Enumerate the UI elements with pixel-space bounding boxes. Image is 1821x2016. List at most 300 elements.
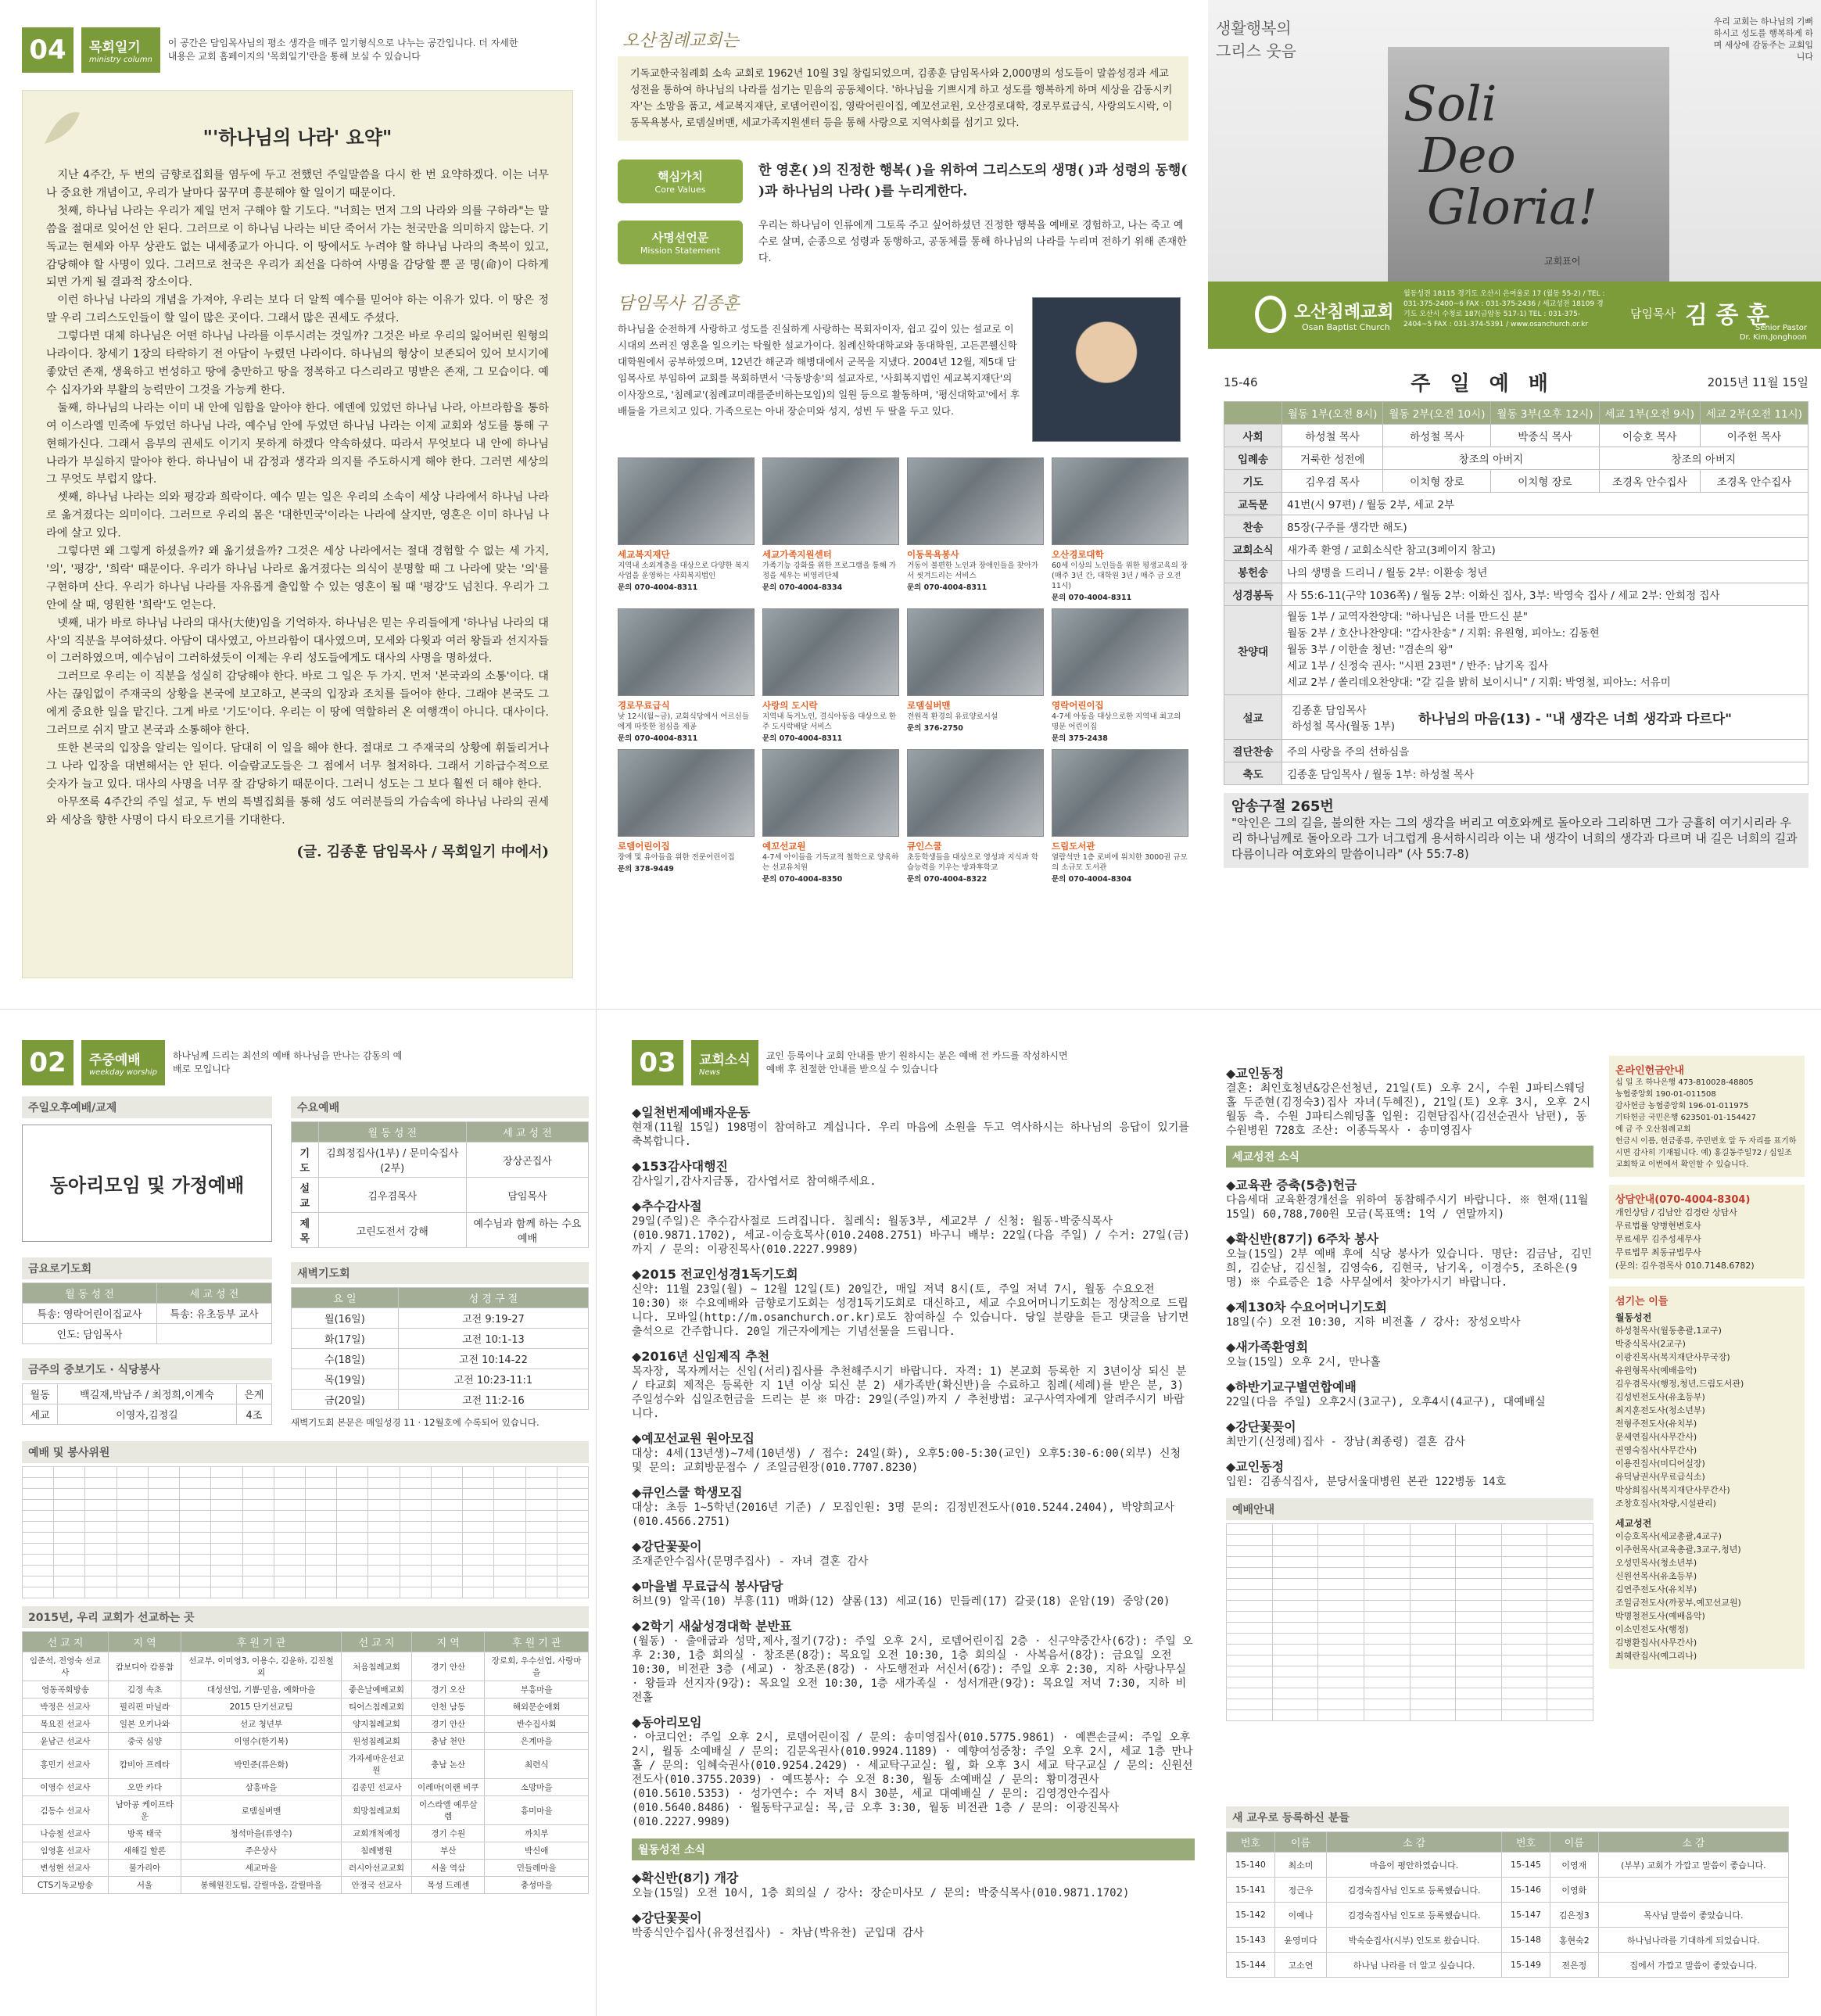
online-lines: [1615, 1077, 1798, 1171]
grid-cell: [1501, 1645, 1547, 1655]
table-header: 선 교 지: [341, 1632, 411, 1652]
cell: 사 55:6-11(구약 1036쪽) / 월동 2부: 이화신 집사, 3부: 박영숙 집사 / 세교 2부: 안희정 집사: [1282, 583, 1808, 606]
sermon-cell: [1287, 698, 1803, 736]
grid-cell: [23, 1544, 54, 1555]
grid-cell: [1318, 1590, 1364, 1601]
grid-cell: [1364, 1557, 1410, 1568]
grid-cell: [211, 1467, 242, 1478]
news-body: 허브(9) 알곡(10) 부흥(11) 매화(12) 샬롬(13) 세교(16) 민들레(17) 갈곶(18) 운암(19) 중앙(20): [632, 1595, 1170, 1608]
grid-cell: [148, 1544, 179, 1555]
service-phone: 문의 070-4004-8350: [762, 875, 843, 884]
news-body: 29일(주일)은 추수감사절로 드려집니다. 칠레식: 월동3부, 세교2부 / 신청: 월동-박중식목사(010.9871.1702), 세교-이승호목사(010.2408.2751) 바구니 배부: 22일(다음 주일) / 수거: 27일(금)까지 / 문의: 이광진목사(010.2227.9989): [632, 1215, 1190, 1256]
grid-cell: [463, 1467, 494, 1478]
table-cell: 15-145: [1502, 1853, 1550, 1878]
service-desc: 4-7세 아이들을 기독교적 철학으로 양육하는 선교유치원: [762, 853, 899, 872]
counsel-line: (문의: 김우겸목사 010.7148.6782): [1615, 1261, 1755, 1271]
table-cell: 세교마을: [181, 1860, 342, 1877]
grid-cell: [463, 1478, 494, 1489]
service-photo: [618, 749, 755, 837]
grid-cell: [148, 1577, 179, 1587]
member-news: [1226, 1064, 1593, 1138]
grid-cell: [1501, 1535, 1547, 1546]
mission-row: [618, 217, 1188, 267]
row-label: 축도: [1224, 762, 1282, 785]
grid-cell: [1318, 1568, 1364, 1579]
grid-cell: [1364, 1688, 1410, 1699]
grid-cell: [305, 1577, 336, 1587]
table-cell: CTS기독교방송: [23, 1877, 109, 1894]
grid-cell: [368, 1478, 400, 1489]
table-cell: 캄비아 프레타: [108, 1750, 181, 1779]
sunday-pm-text: 동아리모임 및 가정예배: [22, 1125, 272, 1242]
grid-cell: [211, 1544, 242, 1555]
table-header: 후 원 기 관: [181, 1632, 342, 1652]
grid-cell: [1272, 1546, 1318, 1557]
church-address: 월동성전 18115 경기도 오산시 은여울로 17 (월동 55-2) / TEL : 031-375-2400~6 FAX : 031-375-2436 / 세교성전 18109 경기도 오산시 수청로 187(금암동 517-1) TEL : 031-375-2404~5 FAX : 031-374-5391 / www.osanchurch.or.kr: [1403, 290, 1605, 328]
grid-cell: [242, 1467, 274, 1478]
grid-cell: [1318, 1710, 1364, 1721]
staff-member: 최지훈전도사(청소년부): [1615, 1405, 1705, 1415]
staff-member: 문세연집사(사무간사): [1615, 1432, 1697, 1442]
grid-cell: [1227, 1634, 1273, 1645]
grid-cell: [1410, 1601, 1456, 1612]
grid-cell: [1456, 1623, 1502, 1634]
grid-cell: [1318, 1546, 1364, 1557]
news-heading: ◆2015 전교인성경1독기도회: [632, 1267, 798, 1282]
service-card: [907, 457, 1044, 602]
grid-cell: [1456, 1546, 1502, 1557]
table-cell: 김희정집사(1부) / 문미숙집사(2부): [318, 1143, 466, 1178]
grid-cell: [1272, 1568, 1318, 1579]
grid-cell: [242, 1544, 274, 1555]
table-corner: [1224, 402, 1282, 425]
table-header: [292, 1122, 319, 1143]
service-title: 세교가족지원센터: [762, 549, 832, 560]
online-line: 예 금 주 오산침례교회: [1615, 1125, 1691, 1134]
grid-cell: [180, 1544, 211, 1555]
table-header: 지 역: [108, 1632, 181, 1652]
service-time-header: 월동 1부(오전 8시): [1282, 402, 1383, 425]
grid-cell: [525, 1533, 557, 1544]
grid-cell: [1501, 1710, 1547, 1721]
table-cell: 봉해원진도팀, 갈릴마을, 갈릴마을: [181, 1877, 342, 1894]
column-paragraph: 또한 본국의 입장을 알리는 일이다. 담대히 이 일을 해야 한다. 절대로 그 주재국의 상황에 휘둘리거나 그 나라 입장을 대변해서는 안 된다. 이슬람교도들은 그 점에서 너무 철저하다. 그래서 기하급수적으로 숫자가 늘고 있다. 대사의 사명을 너무 잘 감당하기 때문이다. 그러니 성도는 그 보다 훨씬 더 해야 한다.: [46, 742, 549, 791]
service-desc: 열람석만 1층 로비에 위치한 3000권 규모의 소규모 도서관: [1052, 853, 1188, 872]
cell: 85장(구주를 생각만 해도): [1282, 515, 1808, 538]
grid-cell: [337, 1522, 368, 1533]
grid-cell: [85, 1489, 117, 1500]
table-cell: 안정국 선교사: [341, 1877, 411, 1894]
core-values-badge: 핵심가치 Core Values: [618, 160, 743, 203]
cell: 41번(시 97편) / 월동 2부, 세교 2부: [1282, 493, 1808, 515]
grid-cell: [274, 1500, 305, 1511]
pastor-name: 김 종 훈: [1685, 302, 1769, 329]
grid-cell: [1272, 1634, 1318, 1645]
grid-cell: [337, 1533, 368, 1544]
grid-cell: [180, 1566, 211, 1577]
cell: 주의 사랑을 주의 선하심을: [1282, 740, 1808, 762]
table-cell: 삼흥마을: [181, 1779, 342, 1796]
grid-cell: [85, 1566, 117, 1577]
grid-cell: [1272, 1535, 1318, 1546]
service-title: 로뎀어린이집: [618, 841, 670, 852]
grid-cell: [1227, 1568, 1273, 1579]
motto-deo: Deo: [1419, 127, 1516, 184]
service-photo: [762, 749, 899, 837]
core-values-text: 한 영혼( )의 진정한 행복( )을 위하여 그리스도의 생명( )과 성령의 동행( )과 하나님의 나라( )를 누리게한다.: [758, 163, 1188, 199]
table-cell: 서울 역삼: [412, 1860, 485, 1877]
grid-cell: [305, 1522, 336, 1533]
table-cell: 마음이 평안하였습니다.: [1327, 1853, 1502, 1878]
table-cell: 이레마(이랜 비쿠: [412, 1779, 485, 1796]
grid-cell: [117, 1577, 148, 1587]
grid-cell: [1456, 1634, 1502, 1645]
worship-title: 주 일 예 배: [1411, 372, 1554, 396]
grid-cell: [117, 1489, 148, 1500]
grid-cell: [148, 1555, 179, 1566]
grid-cell: [1547, 1612, 1593, 1623]
worship-order-table: [1224, 401, 1808, 785]
table-cell: 목사님 말씀이 좋았습니다.: [1598, 1903, 1788, 1928]
grid-cell: [1501, 1601, 1547, 1612]
dawn-table: [291, 1287, 589, 1410]
table-cell: 이영화: [1550, 1878, 1598, 1903]
grid-cell: [431, 1489, 462, 1500]
table-header: 선 교 지: [23, 1632, 109, 1652]
intercede-title: 금주의 중보기도 · 식당봉사: [22, 1358, 272, 1380]
grid-cell: [1364, 1601, 1410, 1612]
grid-cell: [1456, 1666, 1502, 1677]
service-phone: 문의 070-4004-8311: [1052, 594, 1132, 602]
motto: [1403, 75, 1598, 235]
table-cell: 청석마을(류영수): [181, 1825, 342, 1842]
grid-cell: [1318, 1623, 1364, 1634]
grid-cell: [180, 1500, 211, 1511]
leaf-ornament-icon: [37, 105, 84, 152]
column-signature: (글. 김종훈 담임목사 / 목회일기 中에서): [296, 843, 549, 860]
grid-cell: [557, 1577, 588, 1587]
grid-cell: [1456, 1601, 1502, 1612]
grid-cell: [54, 1566, 85, 1577]
online-offering: [1609, 1056, 1805, 1177]
grid-cell: [211, 1522, 242, 1533]
service-photo: [762, 457, 899, 545]
service-card: [1052, 749, 1188, 884]
grid-cell: [1272, 1699, 1318, 1710]
pastor-bio: 하나님을 순전하게 사랑하고 성도를 진실하게 사랑하는 목회자이자, 쉽고 깊이 있는 설교로 이 시대의 쓰러진 영혼을 일으키는 탁월한 설교가이다. 침례신학대학교와 동대학원, 고든콘웰신학대학원에서 공부하였으며, 12년간 해군과 해병대에서 군목을 지냈다. 2004년 12월, 제5대 담임목사로 부임하여 교회를 목회하면서 '극동방송'의 설교자로, '사회복지법인 세교복지재단'의 이사장으로, '침례교'(침례교미래를준비하는모임)의 일원 등으로 활동하며, '평신대학교'에서 후배들을 가르치고 있다. 가족으로는 아내 장순미와 성지, 성빈 두 딸을 두고 있다.: [618, 323, 1020, 417]
service-title: 로뎀실버맨: [907, 700, 951, 711]
table-cell: 수(18일): [292, 1349, 399, 1369]
section-number: 04: [22, 27, 73, 73]
news-heading: ◆하반기교구별연합예배: [1226, 1379, 1357, 1394]
table-cell: 예수님과 함께 하는 수요예배: [466, 1213, 588, 1248]
service-committee-title: 예배 및 봉사위원: [22, 1441, 589, 1463]
grid-cell: [1272, 1524, 1318, 1535]
table-cell: 장상곤집사: [466, 1143, 588, 1178]
grid-cell: [1227, 1666, 1273, 1677]
worship-header: [1224, 368, 1808, 396]
divider: [596, 0, 597, 2016]
grid-cell: [1272, 1623, 1318, 1634]
row-label: 결단찬송: [1224, 740, 1282, 762]
table-cell: [156, 1324, 271, 1344]
table-header: 이름: [1550, 1832, 1598, 1853]
service-desc: 거동이 불편한 노인과 장애인들을 찾아가서 씻겨드리는 서비스: [907, 561, 1039, 580]
service-card: [618, 457, 755, 602]
grid-cell: [211, 1511, 242, 1522]
grid-cell: [305, 1478, 336, 1489]
missions-table: [22, 1631, 589, 1894]
grid-cell: [305, 1555, 336, 1566]
news-heading: ◆강단꽃꽂이: [1226, 1419, 1296, 1434]
grid-cell: [85, 1522, 117, 1533]
grid-cell: [1410, 1623, 1456, 1634]
grid-cell: [1318, 1557, 1364, 1568]
service-phone: 문의 070-4004-8311: [907, 583, 988, 592]
grid-cell: [1501, 1623, 1547, 1634]
grid-cell: [274, 1555, 305, 1566]
table-cell: [1598, 1878, 1788, 1903]
grid-cell: [1227, 1612, 1273, 1623]
grid-cell: [368, 1522, 400, 1533]
table-cell: 영동곡회방송: [23, 1681, 109, 1699]
table-cell: 담임목사: [466, 1178, 588, 1213]
grid-cell: [1318, 1688, 1364, 1699]
grid-cell: [1227, 1699, 1273, 1710]
cell: 창조의 아버지: [1383, 447, 1599, 470]
table-cell: 캄보디아 캄퐁참: [108, 1652, 181, 1681]
table-cell: 은계: [236, 1384, 271, 1404]
table-cell: 박민준(류은화): [181, 1750, 342, 1779]
grid-cell: [1272, 1601, 1318, 1612]
service-card: [762, 608, 899, 743]
grid-cell: [1227, 1579, 1273, 1590]
grid-cell: [1410, 1688, 1456, 1699]
grid-cell: [400, 1577, 431, 1587]
service-phone: 문의 378-9449: [618, 865, 674, 873]
grid-cell: [368, 1544, 400, 1555]
table-cell: 김정 속초: [108, 1681, 181, 1699]
table-cell: 박정은 선교사: [23, 1699, 109, 1716]
grid-cell: [1547, 1579, 1593, 1590]
news-body: 오늘(15일) 오전 10시, 1층 회의실 / 강사: 장순미사모 / 문의: 박중식목사(010.9871.1702): [632, 1887, 1130, 1899]
table-cell: 고전 10:1-13: [398, 1329, 588, 1349]
grid-cell: [54, 1587, 85, 1598]
grid-cell: [1456, 1655, 1502, 1666]
section-title: 주중예배 weekday worship: [81, 1040, 165, 1085]
section-description: 이 공간은 담임목사님의 평소 생각을 매주 일기형식으로 나누는 공간입니다. 더 자세한 내용은 교회 홈페이지의 '목회일기'란을 통해 보실 수 있습니다: [167, 38, 518, 62]
news-body: 최만기(신정례)집사 - 장남(최종령) 결혼 감사: [1226, 1436, 1465, 1448]
grid-cell: [368, 1577, 400, 1587]
grid-cell: [1318, 1579, 1364, 1590]
column-paragraph: 지난 4주간, 두 번의 금향로집회를 염두에 두고 전했던 주일말씀을 다시 한 번 요약하겠다. 이는 너무나 중요한 개념이고, 우리가 날마다 꿈꾸며 흥분해야 할 일이기 때문이다.: [46, 169, 549, 199]
cross-logo-icon: [1255, 296, 1286, 333]
grid-cell: [274, 1478, 305, 1489]
service-desc: 지역내 소외계층을 대상으로 다양한 복지사업을 운영하는 사회복지법인: [618, 561, 750, 580]
column-paragraph: 첫째, 하나님 나라는 우리가 제일 먼저 구해야 할 기도다. "너희는 먼저 그의 나라와 의를 구하라"는 말씀을 절대로 잊어선 안 된다. 그러므로 이 하나님 나라는 비단 죽어서 가는 천국만을 의미하지 않는다. 기독교는 현세와 아무 상관도 없는 내세종교가 아니다. 이 땅에서도 누려야 할 하나님 나라의 축복이 있고, 감당해야 할 사명이 있다. 그러므로 천국은 우리가 죄선을 다하여 사명을 감당할 뿐 곧 명(命)이 다하게 되면 가게 될 결과적 장소이다.: [46, 204, 549, 289]
section-title-text: 목회일기: [89, 40, 141, 56]
grid-cell: [85, 1577, 117, 1587]
online-line: 헌금시 이름, 헌금종류, 주민번호 앞 두 자리를 표기하시면 감사히 기재됩니다. 예) 홍길동주일72 / 십일조 교회학교 이번에서 확인할 수 있습니다.: [1615, 1137, 1797, 1169]
counsel-title: 상담안내(070-4004-8304): [1615, 1194, 1751, 1206]
grid-cell: [337, 1489, 368, 1500]
service-desc: 지역내 독거노인, 결식아동을 대상으로 한 주 도시락배달 서비스: [762, 712, 897, 731]
table-cell: 15-149: [1502, 1953, 1550, 1978]
column-paragraph: 그렇다면 대체 하나님은 어떤 하나님 나라를 이루시려는 것일까? 그것은 바로 우리의 잃어버린 원형의 나라이다. 창세기 1장의 타락하기 전 아담이 누렸던 나라이다. 하나님의 형상이 보존되어 있어 보시기에 좋았던 존재, 생육하고 번성하고 땅에 충만하고 땅을 정복하고 다스리라고 명받은 존재, 그 모습이다. 예수 십자가와 부활의 능력만이 그것을 가능케 한다.: [46, 330, 549, 396]
news-heading: ◆153감사대행진: [632, 1159, 728, 1174]
news-heading: ◆추수감사절: [632, 1199, 702, 1214]
table-cell: 티어스침례교회: [341, 1699, 411, 1716]
grid-cell: [525, 1566, 557, 1577]
grid-cell: [431, 1500, 462, 1511]
grid-cell: [117, 1566, 148, 1577]
table-cell: 하나님 나라를 더 알고 싶습니다.: [1327, 1953, 1502, 1978]
table-cell: 가자세마운선교원: [341, 1750, 411, 1779]
grid-cell: [180, 1577, 211, 1587]
news-body: 22일(다음 주일) 오후2시(3교구), 오후4시(4교구), 대예배실: [1226, 1396, 1546, 1408]
cell: 새가족 환영 / 교회소식란 참고(3페이지 참고): [1282, 538, 1808, 561]
table-cell: 김종민 선교사: [341, 1779, 411, 1796]
grid-cell: [1501, 1524, 1547, 1535]
news-heading: ◆제130차 수요어머니기도회: [1226, 1300, 1387, 1315]
grid-cell: [1547, 1634, 1593, 1645]
grid-cell: [23, 1522, 54, 1533]
row-label: 사회: [1224, 425, 1282, 447]
table-cell: 경기 안산: [412, 1652, 485, 1681]
newcomers: [1226, 1806, 1789, 1978]
counsel-lines: [1615, 1206, 1798, 1272]
staff-member: 박상희집사(복지재단사무간사): [1615, 1485, 1730, 1495]
cell: 조경옥 안수집사: [1599, 470, 1700, 493]
pastor-heading: 담임목사 김종훈: [618, 294, 740, 314]
grid-cell: [305, 1511, 336, 1522]
intercede-table: [22, 1383, 272, 1425]
table-cell: 서울: [108, 1877, 181, 1894]
staff-member: 이용진집사(미디어실장): [1615, 1458, 1705, 1469]
staff-member: 유덕남권사(무료급식소): [1615, 1472, 1705, 1482]
pastor-photo: [1032, 297, 1181, 442]
grid-cell: [1318, 1634, 1364, 1645]
table-cell: 인도: 담임목사: [23, 1324, 157, 1344]
memory-text: "악인은 그의 길을, 불의한 자는 그의 생각을 버리고 여호와께로 돌아오라 그리하면 그가 긍휼히 여기시리라 우리 하나님께로 돌아오라 그가 너그럽게 용서하시리라 이는 내 생각이 너희의 생각과 다르며 내 길은 너희의 길과 다름이니라 여호와의 말씀이니라" (사 55:7-8): [1231, 816, 1798, 861]
grid-cell: [117, 1478, 148, 1489]
weekday-worship-panel: [22, 1040, 589, 2002]
grid-cell: [557, 1544, 588, 1555]
table-cell: 경기 오산: [412, 1681, 485, 1699]
grid-cell: [1272, 1666, 1318, 1677]
grid-cell: [54, 1467, 85, 1478]
grid-cell: [1456, 1699, 1502, 1710]
table-cell: 최련식: [485, 1750, 589, 1779]
upper-row: [22, 1096, 589, 1429]
service-desc: 60세 이상의 노인들을 위한 평생교육의 장(매주 3년 간, 대학원 3년 / 매주 금 오전 11시): [1052, 561, 1188, 590]
table-cell: 원성침례교회: [341, 1733, 411, 1750]
table-header: 소 감: [1598, 1832, 1788, 1853]
grid-cell: [1364, 1568, 1410, 1579]
staff-member: 김성빈전도사(유초등부): [1615, 1392, 1705, 1402]
grid-cell: [431, 1577, 462, 1587]
news-body: 목자장, 목자께서는 신임(서리)집사를 추천해주시기 바랍니다. 자격: 1) 본교회 등록한 지 3년이상 되신 분 / 타교회 제적은 등록한 지 1년 이상 되신 분 2) 새가족반(확신반)을 수료하고 침례(세례)를 받은 분, 3) 주일성수와 십일조헌금을 드리는 분 ※ 마감: 29일(주일)까지 / 추천방법: 교구사역자에게 알려주시기 바랍니다.: [632, 1365, 1187, 1420]
grid-cell: [525, 1500, 557, 1511]
motto-gloria: Gloria!: [1427, 178, 1598, 235]
church-name-en: Osan Baptist Church: [1302, 322, 1390, 332]
grid-cell: [180, 1467, 211, 1478]
grid-cell: [1364, 1546, 1410, 1557]
grid-cell: [1318, 1645, 1364, 1655]
grid-cell: [1456, 1612, 1502, 1623]
service-card: [907, 608, 1044, 743]
table-cell: 박숙순집사(시부) 인도로 왔습니다.: [1327, 1928, 1502, 1953]
grid-cell: [148, 1489, 179, 1500]
grid-cell: [463, 1577, 494, 1587]
grid-cell: [1456, 1535, 1502, 1546]
grid-cell: [1547, 1699, 1593, 1710]
news-body: 결혼: 최인호청년&강은선청년, 21일(토) 오후 2시, 수원 J파티스웨딩홀 두준현(김정숙3)집사 자녀(두혜진), 21일(토) 오후 3시, 오후 2시 월동 측. 수원 J파티스웨딩홀 입원: 김현담집사(김선순권사 남편), 동수원병원 728호 조산: 이종득목사 · 송미영집사: [1226, 1082, 1591, 1137]
table-cell: 남아공 케이프타운: [108, 1796, 181, 1825]
news-col-1: [632, 1095, 1195, 1940]
grid-cell: [117, 1544, 148, 1555]
newcomers-title: 새 교우로 등록하신 분들: [1226, 1806, 1789, 1828]
motto-label: 교회표어: [1544, 256, 1581, 267]
cell: 김우겸 목사: [1282, 470, 1383, 493]
grid-cell: [180, 1555, 211, 1566]
grid-cell: [1318, 1612, 1364, 1623]
news-heading: ◆일천번제예배자운동: [632, 1105, 751, 1120]
service-card: [618, 608, 755, 743]
wednesday-table: [291, 1121, 589, 1248]
grid-cell: [1227, 1645, 1273, 1655]
table-cell: 목성 드레센: [412, 1877, 485, 1894]
column-paragraph: 넷째, 내가 바로 하나님 나라의 대사(大使)임을 기억하자. 하나님은 믿는 우리들에게 '하나님 나라의 대사'의 직분을 부여하셨다. 아담이 대사였고, 아브라함이 대사였으며, 모세와 다윗과 여러 왕들과 선지자들이 그러하였으며, 예수님이 그러하셨듯이 이제는 우리 성도들에게도 대사의 사명을 명하셨다.: [46, 616, 549, 665]
row-label: 설교: [1224, 695, 1282, 740]
worship-guide-title: 예배안내: [1226, 1498, 1593, 1520]
staff-member: 조일금전도사(까꿍부,예꼬선교원): [1615, 1598, 1741, 1608]
grid-cell: [1501, 1677, 1547, 1688]
grid-cell: [305, 1544, 336, 1555]
table-cell: (부부) 교회가 가깝고 말씀이 좋습니다.: [1598, 1853, 1788, 1878]
column-body: [22, 90, 573, 978]
table-cell: 침례병원: [341, 1842, 411, 1860]
grid-cell: [274, 1544, 305, 1555]
table-cell: 화(17일): [292, 1329, 399, 1349]
grid-cell: [85, 1500, 117, 1511]
grid-cell: [242, 1522, 274, 1533]
grid-cell: [1501, 1590, 1547, 1601]
table-cell: 불가리아: [108, 1860, 181, 1877]
table-cell: 고전 10:14-22: [398, 1349, 588, 1369]
grid-cell: [54, 1478, 85, 1489]
news-body: 조재준안수집사(문명주집사) - 자녀 결혼 감사: [632, 1555, 869, 1568]
table-cell: 나승철 선교사: [23, 1825, 109, 1842]
news-heading: ◆확신반(8기) 개강: [632, 1871, 739, 1885]
news-heading: ◆2학기 새삶성경대학 분반표: [632, 1619, 792, 1634]
service-card: [907, 749, 1044, 884]
table-cell: 금(20일): [292, 1390, 399, 1410]
counsel-info: [1609, 1185, 1805, 1279]
grid-cell: [1501, 1568, 1547, 1579]
grid-cell: [368, 1489, 400, 1500]
grid-cell: [1547, 1677, 1593, 1688]
service-photo: [762, 608, 899, 696]
grid-cell: [148, 1478, 179, 1489]
table-cell: 4조: [236, 1404, 271, 1425]
service-title: 이동목욕봉사: [907, 549, 959, 560]
table-cell: 해외문순애회: [485, 1699, 589, 1716]
table-cell: 변성현 선교사: [23, 1860, 109, 1877]
grid-cell: [525, 1467, 557, 1478]
grid-cell: [1227, 1524, 1273, 1535]
service-card: [762, 749, 899, 884]
